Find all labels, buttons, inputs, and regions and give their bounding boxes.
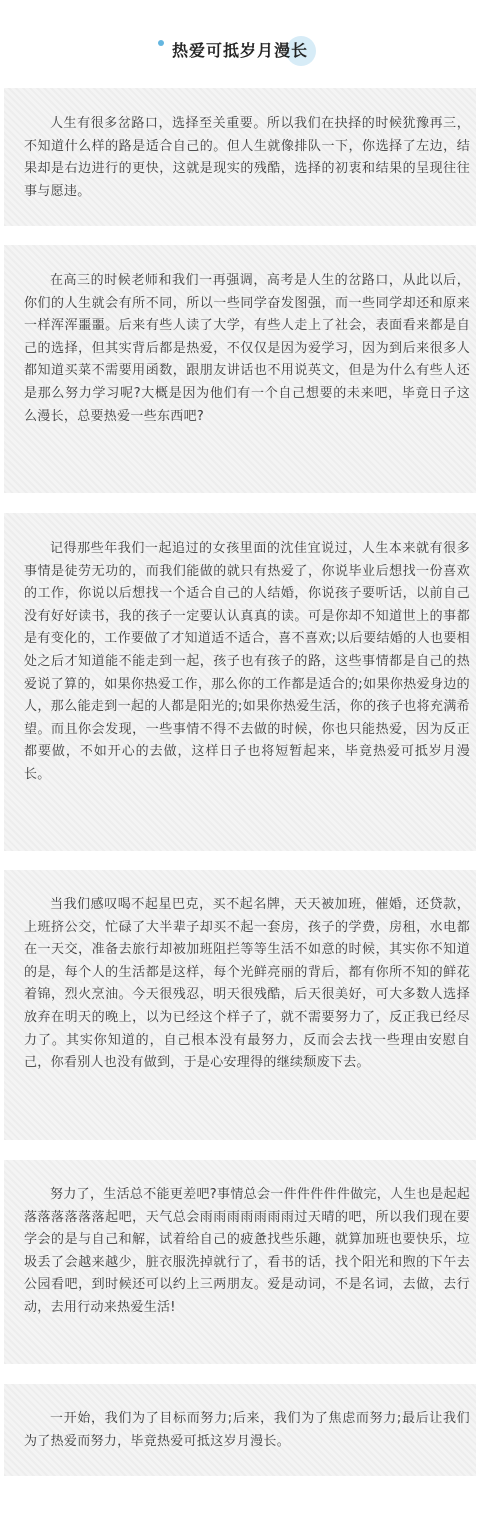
paragraph-6: 一开始，我们为了目标而努力;后来，我们为了焦虑而努力;最后让我们为了热爱而努力，毕竟热爱可抵这岁月漫长。 xyxy=(24,1411,470,1449)
paragraph-card-6 xyxy=(4,1384,476,1476)
page-title: 热爱可抵岁月漫长 xyxy=(171,41,308,60)
title-block xyxy=(0,30,480,70)
paragraph-card-5 xyxy=(4,1160,476,1364)
paragraph-3: 记得那些年我们一起追过的女孩里面的沈佳宜说过，人生本来就有很多事情是徒劳无功的，而我们能做的就只有热爱了，你说毕业后想找一份喜欢的工作，你说以后想找一个适合自己的人结婚，你说孩子要听话，以前自己没有好好读书，我的孩子一定要认认真真的读。可是你却不知道世上的事都是有变化的，工作要做了才知道适不适合，喜不喜欢;以后要结婚的人也要相处之后才知道能不能走到一起，孩子也有孩子的路，这些事情都是自己的热爱说了算的，如果你热爱工作，那么你的工作都是适合的;如果你热爱身边的人，那么能走到一起的人都是阳光的;如果你热爱生活，你的孩子也将充满希望。而且你会发现，一些事情不得不去做的时候，你也只能热爱，因为反正都要做，不如开心的去做，这样日子也将短暂起来，毕竟热爱可抵岁月漫长。 xyxy=(24,541,470,782)
paragraph-4: 当我们感叹喝不起星巴克，买不起名牌，天天被加班，催婚，还贷款，上班挤公交，忙碌了大半辈子却买不起一套房，孩子的学费，房租，水电都在一天交，准备去旅行却被加班阻拦等等生活不如意的时候，其实你不知道的是，每个人的生活都是这样，每个光鲜亮丽的背后，都有你所不知的鲜花着锦，烈火烹油。今天很残忍，明天很残酷，后天很美好，可大多数人选择放弃在明天的晚上，以为已经这个样子了，就不需要努力了，反正我已经尽力了。其实你知道的，自己根本没有最努力，反而会去找一些理由安慰自己，你看别人也没有做到，于是心安理得的继续颓废下去。 xyxy=(24,897,470,1071)
paragraph-card-2 xyxy=(4,245,476,493)
paragraph-1: 人生有很多岔路口，选择至关重要。所以我们在抉择的时候犹豫再三，不知道什么样的路是适合自己的。但人生就像排队一下，你选择了左边，结果却是右边进行的更快，这就是现实的残酷，选择的初衷和结果的呈现往往事与愿违。 xyxy=(24,116,470,199)
paragraph-card-1 xyxy=(4,88,476,226)
paragraph-5: 努力了，生活总不能更差吧?事情总会一件件件件件做完，人生也是起起落落落落落落起吧，天气总会雨雨雨雨雨雨雨过天晴的吧，所以我们现在要学会的是与自己和解，试着给自己的疲惫找些乐趣，就算加班也要快乐，垃圾丢了会越来越少，脏衣服洗掉就行了，看书的话，找个阳光和煦的下午去公园看吧，到时候还可以约上三两朋友。爱是动词，不是名词，去做，去行动，去用行动来热爱生活! xyxy=(24,1187,470,1315)
paragraph-card-3 xyxy=(4,513,476,851)
paragraph-card-4 xyxy=(4,870,476,1140)
paragraph-2: 在高三的时候老师和我们一再强调，高考是人生的岔路口，从此以后，你们的人生就会有所不同，所以一些同学奋发图强，而一些同学却还和原来一样浑浑噩噩。后来有些人读了大学，有些人走上了社会，表面看来都是自己的选择，但其实背后都是热爱，不仅仅是因为爱学习，因为到后来很多人都知道买菜不需要用函数，跟朋友讲话也不用说英文，但是为什么有些人还是那么努力学习呢?大概是因为他们有一个自己想要的未来吧，毕竟日子这么漫长，总要热爱一些东西吧? xyxy=(24,273,470,424)
